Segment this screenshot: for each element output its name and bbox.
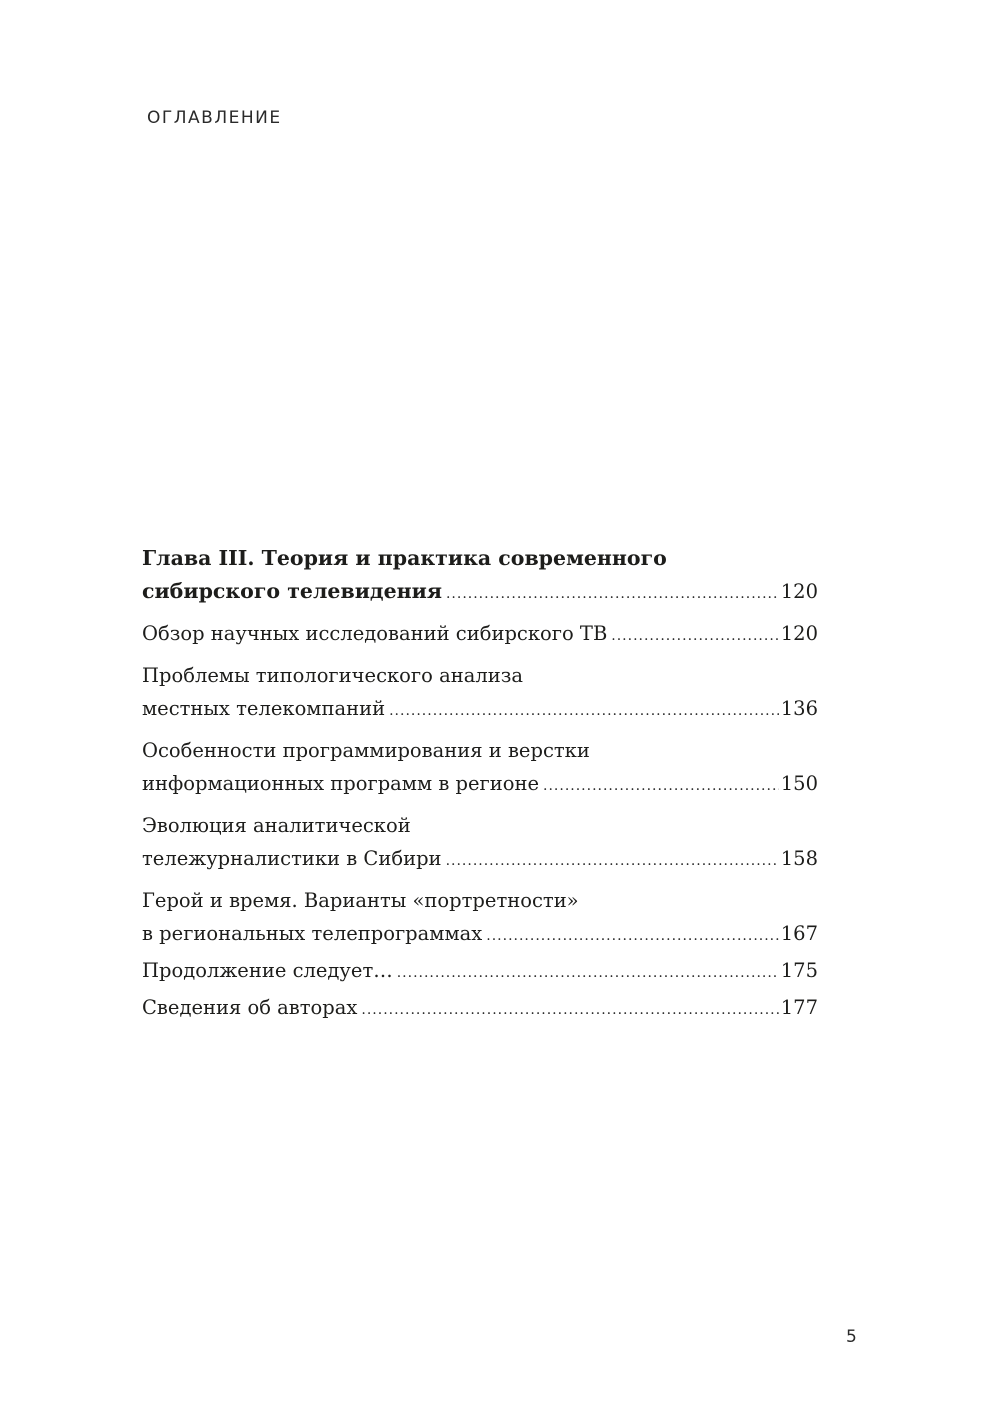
- toc-entry[interactable]: [142, 809, 818, 878]
- dot-leader: [446, 575, 779, 611]
- toc-entry[interactable]: [142, 954, 818, 990]
- dot-leader: [389, 692, 779, 728]
- dot-leader: [611, 617, 778, 653]
- toc-entry-title-line1: Герой и время. Варианты «портретности»: [142, 889, 579, 912]
- toc-entry[interactable]: [142, 659, 818, 728]
- dot-leader: [486, 917, 779, 953]
- toc-entry[interactable]: [142, 991, 818, 1027]
- running-head: ОГЛАВЛЕНИЕ: [147, 108, 282, 128]
- toc-entry-title: Обзор научных исследований сибирского ТВ: [142, 622, 608, 645]
- toc-entry-title-line1: Глава III. Теория и практика современного: [142, 546, 667, 570]
- toc-entry-title-line1: Проблемы типологического анализа: [142, 664, 523, 687]
- page-number: 5: [846, 1327, 857, 1347]
- toc-page-number: 120: [780, 622, 818, 645]
- toc-page-number: 150: [780, 772, 818, 795]
- toc-entry[interactable]: [142, 884, 818, 953]
- toc-page-number: 136: [780, 697, 818, 720]
- toc-entry-title-line2: местных телекомпаний: [142, 697, 386, 720]
- dot-leader: [397, 954, 779, 990]
- toc-page-number: 120: [780, 580, 818, 603]
- toc-entry-title: Сведения об авторах: [142, 996, 358, 1019]
- toc-entry-title-line2: сибирского телевидения: [142, 579, 442, 603]
- toc-entry-title: Продолжение следует…: [142, 959, 393, 982]
- toc-entry-title-line2: информационных программ в регионе: [142, 772, 540, 795]
- toc-page-number: 158: [780, 847, 818, 870]
- toc-entry[interactable]: [142, 734, 818, 803]
- dot-leader: [361, 991, 778, 1027]
- dot-leader: [543, 767, 779, 803]
- toc-entry-title-line2: в региональных телепрограммах: [142, 922, 483, 945]
- dot-leader: [446, 842, 779, 878]
- toc-page-number: 177: [780, 996, 818, 1019]
- toc-page-number: 167: [780, 922, 818, 945]
- toc-entry-title-line1: Особенности программирования и верстки: [142, 739, 590, 762]
- toc-entry-title-line2: тележурналистики в Сибири: [142, 847, 442, 870]
- toc-entry-chapter-3[interactable]: [142, 542, 818, 611]
- toc-entry-title-line1: Эволюция аналитической: [142, 814, 411, 837]
- table-of-contents: [142, 542, 818, 1028]
- toc-entry[interactable]: [142, 617, 818, 653]
- toc-page-number: 175: [780, 959, 818, 982]
